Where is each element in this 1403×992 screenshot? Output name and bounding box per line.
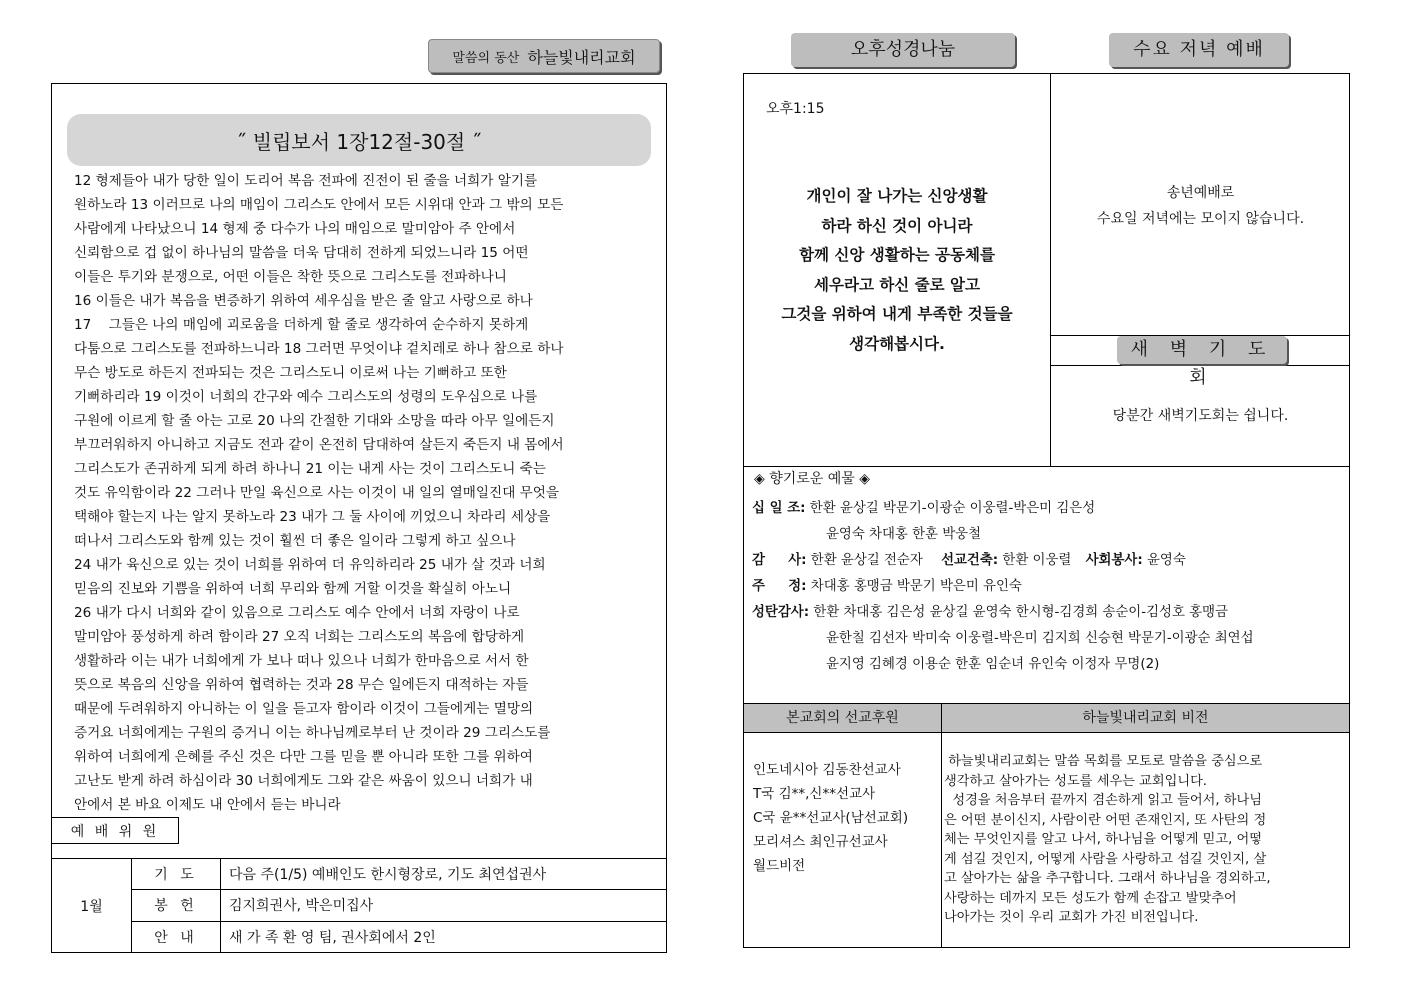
- dawn-prayer-notice: 당분간 새벽기도회는 쉽니다.: [1112, 408, 1289, 424]
- scripture-line: 신뢰함으로 겁 없이 하나님의 말씀을 더욱 담대히 전하게 되었느니라 15 어떤: [74, 245, 529, 261]
- worship-role: 기 도: [132, 859, 221, 890]
- church-name: 하늘빛내리교회: [527, 47, 636, 67]
- scripture-line: 다툼으로 그리스도를 전파하느니라 18 그러면 무엇이냐 겉치레로 하나 참으로 하나: [74, 341, 564, 357]
- scripture-line: 고난도 받게 하려 하심이라 30 너희에게도 그와 같은 싸움이 있으니 너희가 내: [74, 773, 533, 789]
- vision-line: 게 섬길 것인지, 어떻게 사람을 사랑하고 섬길 것인지, 살: [944, 851, 1267, 867]
- offering-names: 한환 윤상길 전순자: [806, 553, 928, 568]
- vision-line: 성경을 처음부터 끝까지 겸손하게 읽고 들어서, 하나님: [944, 793, 1262, 808]
- vision-line: 사랑하는 데까지 모든 성도가 함께 손잡고 발맞추어: [944, 890, 1237, 906]
- offering-names: 한환 이웅렬: [998, 553, 1076, 568]
- offering-row-christmas-cont: [826, 627, 1403, 646]
- worship-value: 김지희권사, 박은미집사: [221, 890, 667, 921]
- scripture-line: 17 그들은 나의 매임에 괴로움을 더하게 할 줄로 생각하여 순수하지 못하게: [74, 317, 529, 333]
- table-row: [52, 921, 667, 952]
- offering-names: 차대홍 홍맹금 박문기 박은미 유인숙: [806, 579, 1022, 594]
- scripture-line: 뜻으로 복음의 신앙을 위하여 협력하는 것과 28 무슨 일에든지 대적하는 자들: [74, 677, 529, 693]
- worship-team-label: 예 배 위 원: [51, 817, 179, 844]
- scripture-line: 16 이들은 내가 복음을 변증하기 위하여 세우심을 받은 줄 알고 사랑으로 하나: [74, 293, 533, 309]
- dawn-prayer-header: 새 벽 기 도 회: [1117, 336, 1287, 364]
- offering-label: 선교건축:: [941, 553, 999, 568]
- notice-line: 수요일 저녁에는 모이지 않습니다.: [1096, 211, 1305, 227]
- scripture-line: 생활하라 이는 내가 너희에게 가 보나 떠나 있으나 너희가 한마음으로 서서 한: [74, 653, 529, 669]
- offering-names: 윤한칠 김선자 박미숙 이웅렬-박은미 김지희 신승현 박문기-이광순 최연섭: [826, 631, 1254, 646]
- scripture-line: 26 내가 다시 너희와 같이 있음으로 그리스도 예수 안에서 너희 자랑이 나로: [74, 605, 520, 621]
- offering-label: 십 일 조:: [752, 501, 806, 516]
- offering-row-christmas-cont: [826, 653, 1403, 672]
- scripture-line: 12 형제들아 내가 당한 일이 도리어 복음 전파에 진전이 된 줄을 너희가 알기를: [74, 173, 538, 189]
- offering-names: 윤지영 김혜경 이용순 한훈 임순녀 유인숙 이정자 무명(2): [826, 657, 1160, 672]
- vision-line: 체는 무엇인지를 알고 나서, 하나님을 어떻게 믿고, 어떻: [944, 832, 1262, 847]
- scripture-line: 24 내가 육신으로 있는 것이 너희를 위하여 더 유익하리라 25 내가 살 것과 너희: [74, 557, 546, 573]
- message-line: 함께 신앙 생활하는 공동체를: [799, 246, 995, 264]
- vision-line: 하늘빛내리교회는 말씀 목회를 모토로 말씀을 중심으로: [944, 754, 1263, 769]
- scripture-line: 안에서 본 바요 이제도 내 안에서 듣는 바니라: [74, 797, 341, 813]
- worship-value: 새 가 족 환 영 팀, 권사회에서 2인: [221, 921, 667, 952]
- scripture-text: [74, 169, 664, 817]
- list-item: C국 윤**선교사(남선교회): [753, 810, 909, 826]
- message-line: 그것을 위하여 내게 부족한 것들을: [781, 305, 1013, 323]
- scripture-line: 말미암아 풍성하게 하려 함이라 27 오직 너희는 그리스도의 복음에 합당하게: [74, 629, 525, 645]
- missions-header: 본교회의 선교후원: [786, 710, 899, 726]
- scripture-line: 구원에 이르게 할 줄 아는 고로 20 나의 간절한 기대와 소망을 따라 아무 일에든지: [74, 413, 555, 429]
- vision-line: 고 살아가는 삶을 추구합니다. 그래서 하나님을 경외하고,: [944, 871, 1271, 886]
- offering-label: 사회봉사:: [1085, 553, 1143, 568]
- message-line: 개인이 잘 나가는 신앙생활: [806, 187, 988, 205]
- vision-text: [944, 752, 1348, 928]
- scripture-line: 이들은 투기와 분쟁으로, 어떤 이들은 착한 뜻으로 그리스도를 전파하나니: [74, 269, 507, 285]
- scripture-line: 그리스도가 존귀하게 되게 하려 하나니 21 이는 내게 사는 것이 그리스도니 죽는: [74, 461, 546, 477]
- list-item: 월드비전: [753, 858, 806, 874]
- afternoon-bible-header: 오후성경나눔: [791, 33, 1015, 67]
- wednesday-worship-header: 수요 저녁 예배: [1109, 33, 1289, 67]
- worship-month: 1월: [52, 859, 132, 953]
- scripture-line: 원하노라 13 이러므로 나의 매임이 그리스도 안에서 모든 시위대 안과 그 밖의 모든: [74, 197, 564, 213]
- scripture-line: 때문에 두려워하지 아니하는 이 일을 듣고자 함이라 이것이 그들에게는 멸망의: [74, 701, 534, 717]
- vision-line: 나아가는 것이 우리 교회가 가진 비전입니다.: [944, 910, 1199, 925]
- scripture-line: 위하여 너희에게 은혜를 주신 것은 다만 그를 믿을 뿐 아니라 또한 그를 위하여: [74, 749, 533, 765]
- list-item: 모리셔스 최인규선교사: [753, 834, 888, 850]
- scripture-line: 것도 유익함이라 22 그러나 만일 육신으로 사는 이것이 내 일의 열매일진대 무엇을: [74, 485, 560, 501]
- afternoon-time: 오후1:15: [766, 101, 825, 117]
- church-name-tag: [428, 39, 660, 73]
- scripture-line: 사람에게 나타났으니 14 형제 중 다수가 나의 매임으로 말미암아 주 안에서: [74, 221, 516, 237]
- afternoon-message: [744, 182, 1050, 359]
- list-item: 인도네시아 김동찬선교사: [753, 762, 901, 778]
- church-motto: 말씀의 동산: [452, 50, 520, 66]
- offering-label: 주 정:: [752, 579, 807, 594]
- offering-row-tithe: [752, 497, 1342, 516]
- offering-row-christmas: [752, 601, 1342, 620]
- offering-label: 성탄감사:: [752, 605, 810, 620]
- offering-row-tithe-cont: [826, 523, 1403, 542]
- message-line: 세우라고 하신 줄로 알고: [814, 275, 980, 294]
- wednesday-notice: [1051, 180, 1350, 232]
- scripture-line: 택해야 할는지 나는 알지 못하노라 23 내가 그 둘 사이에 끼었으니 차라리 세상을: [74, 509, 551, 525]
- notice-line: 송년예배로: [1166, 185, 1235, 201]
- vision-line: 은 어떤 분이신지, 사람이란 어떤 존재인지, 또 사탄의 정: [944, 812, 1267, 828]
- divider: [743, 466, 1350, 467]
- scripture-line: 증거요 너희에게는 구원의 증거니 이는 하나님께로부터 난 것이라 29 그리스도를: [74, 725, 551, 741]
- table-row: [52, 890, 667, 921]
- worship-role: 봉 헌: [132, 890, 221, 921]
- message-line: 생각해봅시다.: [849, 334, 945, 353]
- vision-header: 하늘빛내리교회 비전: [1082, 710, 1209, 726]
- offering-names: 윤영숙: [1142, 553, 1186, 568]
- scripture-line: 믿음의 진보와 기쁨을 위하여 너희 무리와 함께 거할 이것을 확실히 아노니: [74, 581, 512, 597]
- message-line: 하라 하신 것이 아니라: [821, 216, 973, 235]
- worship-role: 안 내: [132, 921, 221, 952]
- offerings-title: ◈ 향기로운 예물 ◈: [754, 471, 871, 487]
- table-row: [52, 859, 667, 890]
- scripture-line: 부끄러워하지 아니하고 지금도 전과 같이 온전히 담대하여 살든지 죽든지 내 몸에서: [74, 437, 564, 453]
- offering-names: 윤영숙 차대홍 한훈 박웅철: [826, 527, 982, 542]
- divider: [941, 703, 942, 948]
- missions-list: [753, 758, 908, 878]
- offering-row-weekly: [752, 575, 1342, 594]
- offering-label: 감 사:: [752, 553, 807, 568]
- worship-value: 다음 주(1/5) 예배인도 한시형장로, 기도 최연섭권사: [221, 859, 667, 890]
- offering-row-thanks: [752, 549, 1342, 568]
- scripture-line: 무슨 방도로 하든지 전파되는 것은 그리스도니 이로써 나는 기뻐하고 또한: [74, 365, 507, 381]
- scripture-title: ˝ 빌립보서 1장12절-30절 ˝: [67, 114, 651, 166]
- list-item: T국 김**,신**선교사: [753, 786, 876, 802]
- offering-names: 한환 윤상길 박문기-이광순 이웅렬-박은미 김은성: [805, 501, 1096, 516]
- scripture-line: 기뻐하리라 19 이것이 너희의 간구와 예수 그리스도의 성령의 도우심으로 나를: [74, 389, 538, 405]
- worship-team-table: [51, 858, 667, 953]
- offering-names: 한환 차대홍 김은성 윤상길 윤영숙 한시형-김경희 송순이-김성호 홍맹금: [809, 605, 1228, 620]
- vision-line: 생각하고 살아가는 성도를 세우는 교회입니다.: [944, 773, 1208, 789]
- scripture-line: 떠나서 그리스도와 함께 있는 것이 훨씬 더 좋은 일이라 그렇게 하고 싶으나: [74, 533, 516, 549]
